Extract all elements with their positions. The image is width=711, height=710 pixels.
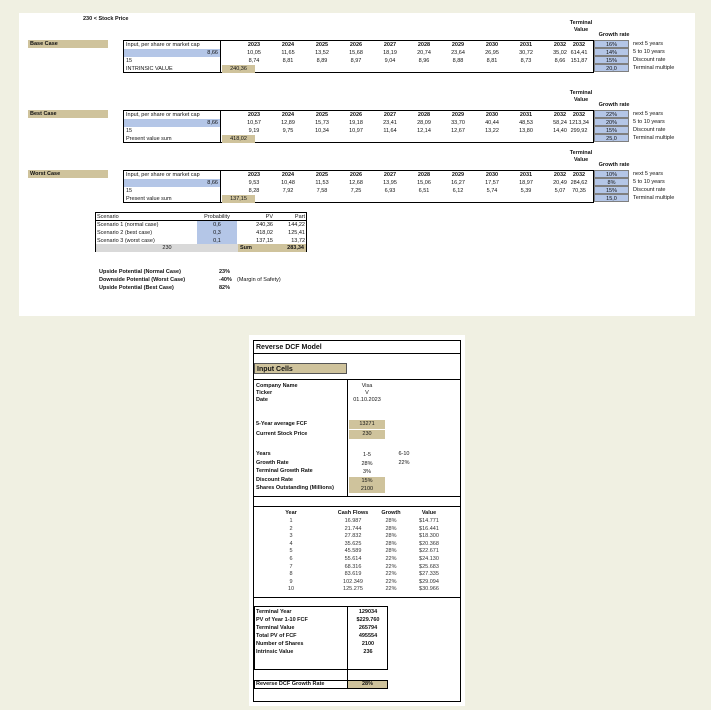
company-value-field[interactable]: 01.10.2023 (353, 397, 381, 403)
projected-value: 16,27 (451, 180, 465, 186)
cf-cell: 102.349 (343, 578, 363, 585)
result-label: INTRINSIC VALUE (126, 66, 173, 72)
potential-note: (Margin of Safety) (237, 277, 281, 283)
result-label: Present value sum (126, 196, 172, 202)
divider (347, 379, 348, 496)
growth-label: Discount rate (633, 127, 666, 133)
scenario-cell: 418,02 (256, 230, 273, 236)
scenario-cell: 13,72 (291, 238, 305, 244)
input-cells-label: Input Cells (254, 363, 347, 374)
reverse-dcf-sheet (249, 335, 465, 706)
assumption-label: Growth Rate (256, 459, 289, 466)
cf-cell: 27.832 (344, 533, 362, 540)
input-label: Input, per share or market cap (126, 172, 200, 178)
input-value-field[interactable]: 8,66 (124, 49, 220, 57)
terminal-projected: 284,62 (570, 180, 588, 186)
terminal-present: 151,87 (570, 58, 588, 64)
case-label: Base Case (28, 40, 108, 48)
stock-price-note: 230 < Stock Price (83, 16, 129, 22)
cf-cell: 22% (385, 578, 397, 585)
cf-header: Year (285, 510, 297, 516)
year-header: 2023 (247, 42, 261, 48)
growth-label: Terminal multiple (633, 65, 675, 71)
fcf-value-field[interactable]: 230 (349, 430, 385, 439)
divider (254, 353, 460, 354)
input-label: Input, per share or market cap (126, 112, 200, 118)
potential-label: Upside Potential (Best Case) (99, 285, 174, 291)
assumption-label: Years (256, 451, 271, 457)
company-value-field[interactable]: V (365, 390, 369, 396)
divider (254, 496, 460, 497)
present-value: 8,81 (282, 58, 294, 64)
summary-value: 2100 (361, 641, 375, 647)
result-label: Present value sum (126, 136, 172, 142)
projected-value: 19,18 (349, 120, 363, 126)
cf-cell: $22.671 (419, 548, 439, 555)
present-value: 9,75 (282, 128, 294, 134)
cf-cell: 68.316 (344, 563, 362, 570)
present-value: 11,64 (383, 128, 397, 134)
scenario-cell: 144,22 (288, 222, 305, 228)
present-value: 10,34 (315, 128, 329, 134)
year-header: 2029 (451, 112, 465, 118)
assumption-label: Terminal Growth Rate (256, 468, 313, 474)
discount-input-field[interactable]: 15 (126, 128, 133, 134)
projected-value: 33,70 (451, 120, 465, 126)
growth-input-field[interactable]: 15% (594, 56, 629, 64)
growth-input-field[interactable]: 10% (594, 170, 629, 178)
year-header: 2030 (485, 172, 499, 178)
present-value: 13,22 (485, 128, 499, 134)
scenario-cell: 240,36 (256, 222, 273, 228)
cf-cell: 16.987 (344, 518, 362, 524)
cf-cell: $18.300 (419, 533, 439, 540)
cf-cell: $16.441 (419, 525, 439, 532)
cf-cell: 4 (289, 540, 293, 547)
growth-rate-header: Growth rate (598, 162, 630, 168)
terminal-present: 299,92 (570, 128, 588, 134)
cf-cell: 8 (289, 571, 293, 578)
terminal-header: Terminal (569, 90, 593, 96)
growth-label: Terminal multiple (633, 135, 675, 141)
result-value: 240,36 (222, 65, 255, 73)
present-value: 7,25 (350, 188, 362, 194)
present-value: 8,73 (520, 58, 532, 64)
terminal-header: Terminal (569, 20, 593, 26)
growth-label: next 5 years (633, 111, 663, 117)
year-header: 2032 (553, 112, 567, 118)
growth-input-field[interactable]: 25,0 (594, 134, 629, 142)
present-value: 13,80 (519, 128, 533, 134)
assumption-value-field[interactable]: 15% (349, 477, 385, 485)
summary-value: 495554 (358, 633, 378, 639)
sum-label: Sum (238, 244, 272, 252)
growth-rate-header: Growth rate (598, 102, 630, 108)
present-value: 8,97 (350, 58, 362, 64)
terminal-header-value: Value (573, 97, 589, 103)
cf-cell: 7 (289, 563, 293, 570)
fcf-label: 5-Year average FCF (256, 421, 308, 427)
scenario-cell: 125,41 (288, 230, 305, 236)
cf-cell: 45.589 (344, 548, 362, 555)
present-value: 8,88 (452, 58, 464, 64)
year-header: 2025 (315, 172, 329, 178)
projected-value: 15,06 (417, 180, 431, 186)
growth-input-field[interactable]: 20% (594, 118, 629, 126)
assumption-label: Discount Rate (256, 476, 293, 483)
cf-cell: 28% (385, 548, 397, 555)
present-value: 7,92 (282, 188, 294, 194)
company-label: Date (256, 397, 268, 403)
present-value: 5,39 (520, 188, 532, 194)
terminal-header-value: Value (573, 157, 589, 163)
terminal-header-value: Value (573, 27, 589, 33)
result-value: 28% (348, 681, 387, 688)
present-value: 5,74 (486, 188, 498, 194)
cf-header: Growth (381, 510, 401, 516)
summary-label: Number of Shares (256, 641, 304, 647)
cf-cell: 3 (289, 533, 293, 540)
growth-input-field[interactable]: 16% (594, 40, 629, 48)
scenario-cell: Scenario 2 (best case) (97, 230, 153, 236)
scenario-stock-price: 230 (96, 244, 238, 252)
assumption-label: Shares Outstanding (Millions) (256, 485, 334, 491)
growth-label: 5 to 10 years (633, 119, 665, 125)
summary-label: Intrinsic Value (256, 649, 294, 655)
terminal-present: 70,35 (572, 188, 586, 194)
cf-cell: 1 (289, 518, 293, 524)
year-header: 2027 (383, 112, 397, 118)
year-header: 2025 (315, 112, 329, 118)
cf-header: Cash Flows (337, 510, 369, 516)
potential-value: 82% (219, 285, 231, 291)
growth-input-field[interactable]: 22% (594, 110, 629, 118)
summary-label: Terminal Value (256, 625, 295, 631)
result-value: 418,02 (222, 135, 255, 143)
year-header: 2029 (451, 172, 465, 178)
year-header: 2031 (519, 172, 533, 178)
present-value: 8,81 (486, 58, 498, 64)
scenario-dcf-sheet (19, 13, 695, 316)
projected-value: 30,72 (519, 50, 533, 56)
growth-label: next 5 years (633, 41, 663, 47)
growth-input-field[interactable]: 20,0 (594, 64, 629, 72)
potential-value: -40% (219, 277, 232, 283)
present-value: 9,19 (248, 128, 260, 134)
input-value-field[interactable]: 8,66 (124, 179, 220, 187)
probability-input-field[interactable]: 0,6 (197, 221, 237, 229)
potential-label: Upside Potential (Normal Case) (99, 269, 181, 275)
projected-value: 12,68 (349, 180, 363, 186)
projected-value: 11,53 (315, 180, 329, 186)
projected-value: 15,73 (315, 120, 329, 126)
year-header: 2028 (417, 112, 431, 118)
present-value: 10,97 (349, 128, 363, 134)
cf-cell: $20.368 (419, 540, 439, 547)
summary-label: Terminal Year (256, 609, 292, 615)
cf-cell: $25.683 (419, 563, 439, 570)
cf-cell: 10 (287, 586, 295, 593)
cf-cell: 28% (385, 518, 397, 524)
year-header: 2030 (485, 112, 499, 118)
year-header: 2027 (383, 42, 397, 48)
year-header: 2026 (349, 42, 363, 48)
company-value-field[interactable]: Visa (361, 383, 373, 389)
projected-value: 23,64 (451, 50, 465, 56)
summary-label: PV of Year 1-10 FCF (256, 617, 308, 623)
projected-value: 10,57 (247, 120, 261, 126)
scenario-header: Probability (204, 214, 230, 220)
cf-cell: $14.771 (419, 518, 439, 524)
cf-cell: 35.625 (344, 540, 362, 547)
assumption-value-field[interactable]: 28% (361, 460, 373, 467)
year-header: 2027 (383, 172, 397, 178)
projected-value: 9,53 (248, 180, 260, 186)
cf-cell: 9 (289, 578, 293, 585)
year-header: 2024 (281, 42, 295, 48)
sum-value: 283,34 (272, 244, 306, 252)
present-value: 5,07 (554, 188, 566, 194)
summary-value: 129034 (358, 609, 378, 615)
growth-input-field[interactable]: 14% (594, 48, 629, 56)
year-header: 2026 (349, 112, 363, 118)
cf-header: Value (421, 510, 437, 516)
result-value: 137,15 (222, 195, 255, 203)
terminal-year: 2032 (572, 112, 586, 118)
present-value: 8,89 (316, 58, 328, 64)
summary-value: $229.760 (356, 617, 380, 623)
growth-label: Discount rate (633, 187, 666, 193)
input-label: Input, per share or market cap (126, 42, 200, 48)
discount-input-field[interactable]: 15 (126, 188, 133, 194)
year-header: 2029 (451, 42, 465, 48)
present-value: 8,74 (248, 58, 260, 64)
projected-value: 20,74 (417, 50, 431, 56)
fcf-label: Current Stock Price (256, 431, 308, 437)
terminal-projected: 1213,34 (569, 120, 589, 126)
potential-label: Downside Potential (Worst Case) (99, 277, 186, 283)
cf-cell: 2 (289, 525, 293, 532)
sheet-title: Reverse DCF Model (256, 344, 322, 351)
projected-value: 17,57 (485, 180, 499, 186)
terminal-projected: 614,41 (570, 50, 588, 56)
projected-value: 10,48 (281, 180, 295, 186)
growth-label: next 5 years (633, 171, 663, 177)
growth-input-field[interactable]: 15% (594, 186, 629, 194)
projected-value: 10,05 (247, 50, 261, 56)
cf-cell: $30.966 (419, 586, 439, 593)
projected-value: 12,89 (281, 120, 295, 126)
projected-value: 13,52 (315, 50, 329, 56)
divider (254, 379, 460, 380)
growth-label: Terminal multiple (633, 195, 675, 201)
scenario-cell: 137,15 (256, 238, 273, 244)
assumption-value-field[interactable]: 3% (363, 469, 371, 475)
cf-cell: 28% (385, 540, 397, 547)
cf-cell: 22% (385, 563, 397, 570)
probability-input-field[interactable]: 0,3 (197, 229, 237, 237)
cf-cell: 22% (385, 556, 397, 562)
result-label: Reverse DCF Growth Rate (256, 681, 325, 687)
terminal-year: 2032 (572, 172, 586, 178)
growth-label: 5 to 10 years (633, 49, 665, 55)
cf-cell: $29.094 (419, 578, 439, 585)
case-label: Worst Case (28, 170, 108, 178)
cf-cell: 21.744 (344, 525, 362, 532)
assumption-value-field[interactable]: 1-5 (363, 452, 371, 458)
cf-cell: 6 (289, 556, 293, 562)
year-header: 2031 (519, 112, 533, 118)
fcf-value-field[interactable]: 13271 (349, 420, 385, 429)
projected-value: 40,44 (485, 120, 499, 126)
present-value: 6,12 (452, 188, 464, 194)
summary-label: Total PV of FCF (256, 633, 297, 639)
case-label: Best Case (28, 110, 108, 118)
input-value-field[interactable]: 8,66 (124, 119, 220, 127)
summary-value: 265794 (358, 625, 378, 631)
year-header: 2024 (281, 172, 295, 178)
cf-cell: 22% (385, 571, 397, 578)
probability-input-field[interactable]: 0,1 (197, 237, 237, 245)
growth-label: Discount rate (633, 57, 666, 63)
cf-cell: $27.335 (419, 571, 439, 578)
divider (347, 606, 348, 688)
year-header: 2025 (315, 42, 329, 48)
projected-value: 13,95 (383, 180, 397, 186)
year-header: 2028 (417, 172, 431, 178)
projected-value: 15,68 (349, 50, 363, 56)
summary-value: 236 (363, 649, 373, 655)
cf-cell: 55.614 (344, 556, 362, 562)
present-value: 6,51 (418, 188, 430, 194)
assumption-value-b-field[interactable]: 6-10 (398, 451, 410, 457)
year-header: 2026 (349, 172, 363, 178)
terminal-year: 2032 (572, 42, 586, 48)
year-header: 2023 (247, 112, 261, 118)
year-header: 2032 (553, 42, 567, 48)
growth-input-field[interactable]: 15,0 (594, 194, 629, 202)
year-header: 2023 (247, 172, 261, 178)
projected-value: 11,65 (281, 50, 295, 56)
year-header: 2030 (485, 42, 499, 48)
present-value: 9,04 (384, 58, 396, 64)
projected-value: 18,97 (519, 180, 533, 186)
divider (254, 506, 460, 507)
assumption-value-field[interactable]: 2100 (349, 485, 385, 493)
cf-cell: 5 (289, 548, 293, 555)
present-value: 8,96 (418, 58, 430, 64)
projected-value: 26,95 (485, 50, 499, 56)
year-header: 2028 (417, 42, 431, 48)
projected-value: 35,02 (553, 50, 567, 56)
company-label: Company Name (256, 383, 298, 389)
present-value: 14,40 (553, 128, 567, 134)
scenario-header: Scenario (97, 214, 119, 220)
year-header: 2024 (281, 112, 295, 118)
assumption-value-b-field[interactable]: 22% (398, 459, 410, 466)
growth-input-field[interactable]: 8% (594, 178, 629, 186)
divider (254, 597, 460, 598)
company-label: Ticker (256, 390, 273, 396)
scenario-cell: Scenario 3 (worst case) (97, 238, 155, 244)
growth-label: 5 to 10 years (633, 179, 665, 185)
cf-cell: 22% (385, 586, 397, 593)
year-header: 2032 (553, 172, 567, 178)
projected-value: 48,53 (519, 120, 533, 126)
discount-input-field[interactable]: 15 (126, 58, 133, 64)
cf-cell: 28% (385, 533, 397, 540)
present-value: 8,66 (554, 58, 566, 64)
projected-value: 58,24 (553, 120, 567, 126)
present-value: 6,93 (384, 188, 396, 194)
projected-value: 20,49 (553, 180, 567, 186)
terminal-header: Terminal (569, 150, 593, 156)
growth-rate-header: Growth rate (598, 32, 630, 38)
year-header: 2031 (519, 42, 533, 48)
potential-value: 23% (219, 269, 231, 275)
scenario-header: Part (294, 214, 305, 220)
present-value: 8,28 (248, 188, 260, 194)
growth-input-field[interactable]: 15% (594, 126, 629, 134)
scenario-header: PV (265, 214, 273, 220)
present-value: 12,14 (417, 128, 431, 134)
cf-cell: 125.275 (343, 586, 363, 593)
present-value: 7,58 (316, 188, 328, 194)
cf-cell: 83.619 (344, 571, 362, 578)
cf-cell: 28% (385, 525, 397, 532)
present-value: 12,67 (451, 128, 465, 134)
projected-value: 18,19 (383, 50, 397, 56)
cf-cell: $24.130 (419, 556, 439, 562)
projected-value: 28,09 (417, 120, 431, 126)
scenario-cell: Scenario 1 (normal case) (97, 222, 159, 228)
projected-value: 23,41 (383, 120, 397, 126)
